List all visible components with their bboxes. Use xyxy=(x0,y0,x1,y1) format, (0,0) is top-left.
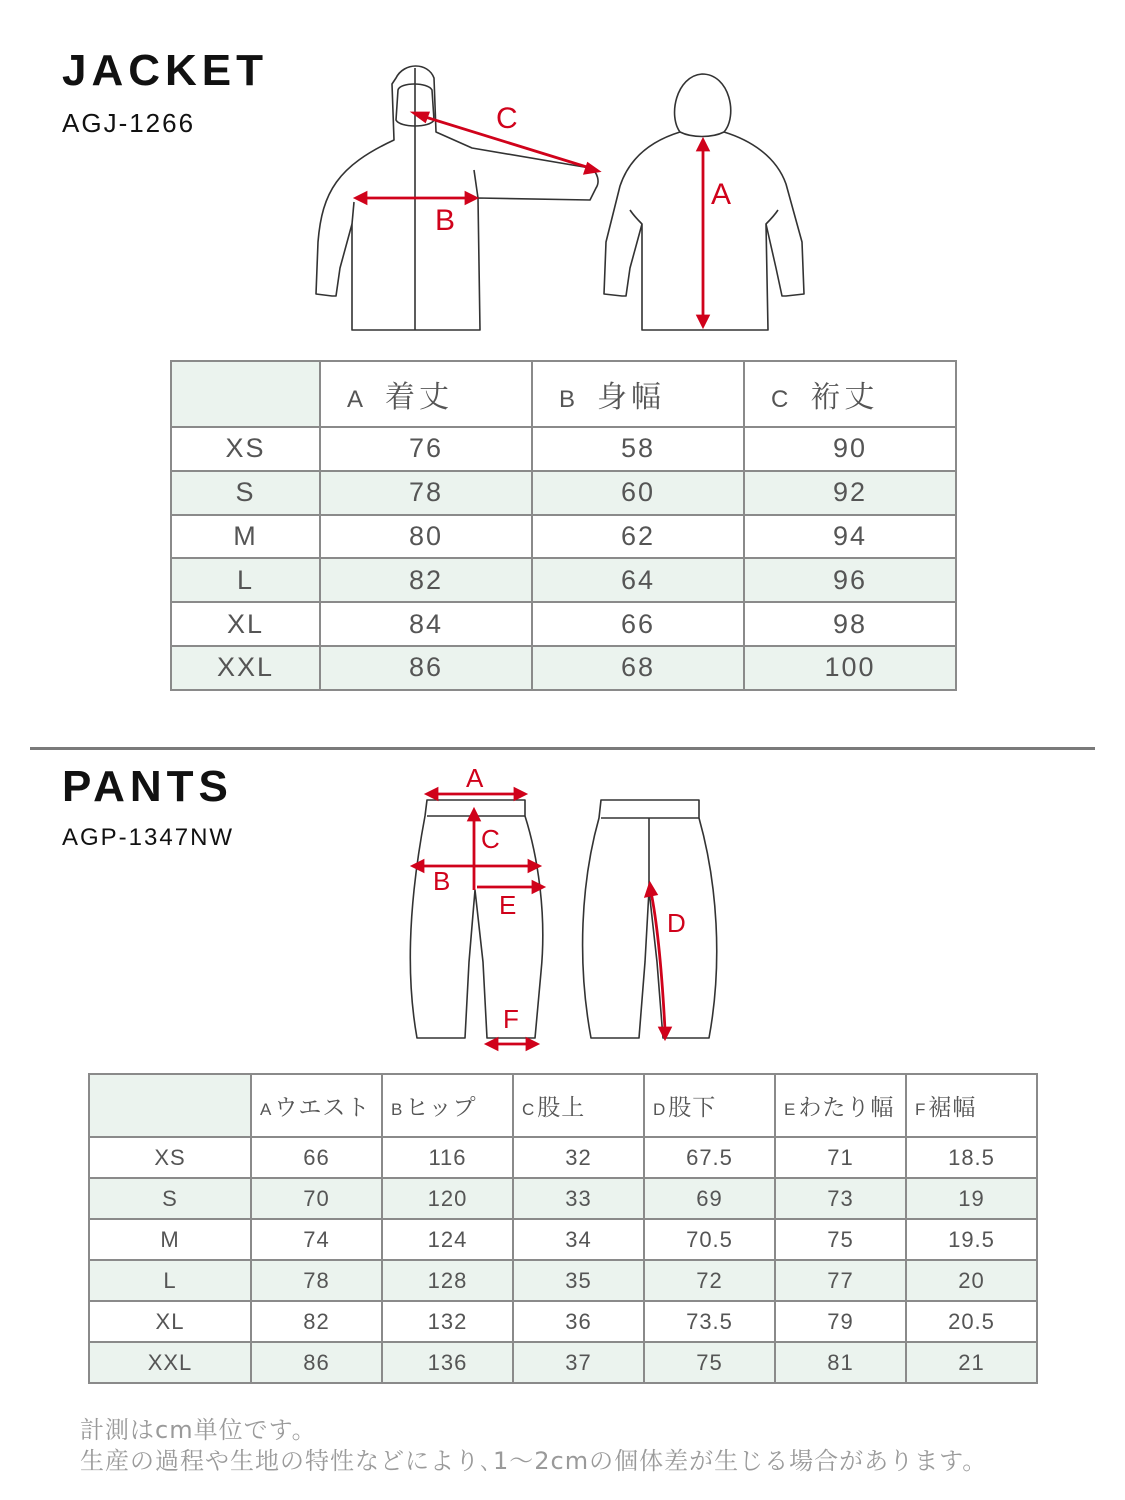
table-cell: 19.5 xyxy=(906,1219,1037,1260)
table-row xyxy=(89,1342,1037,1383)
table-cell: 32 xyxy=(513,1137,644,1178)
jacket-measurement-diagram xyxy=(300,60,820,340)
pants-size-table xyxy=(88,1073,1038,1384)
table-cell: 66 xyxy=(532,602,744,646)
measurement-unit-note: 計測はcm単位です。 xyxy=(80,1416,317,1444)
size-label: XS xyxy=(171,427,320,471)
jacket-header-c: C 裄丈 xyxy=(744,361,956,427)
table-row xyxy=(171,515,956,559)
size-label: S xyxy=(171,471,320,515)
table-row xyxy=(171,646,956,690)
size-label: M xyxy=(89,1219,251,1260)
jacket-label-c: C xyxy=(496,102,518,135)
table-cell: 35 xyxy=(513,1260,644,1301)
table-cell: 98 xyxy=(744,602,956,646)
table-cell: 82 xyxy=(251,1301,382,1342)
table-corner-cell xyxy=(171,361,320,427)
jacket-table-header-row xyxy=(171,361,956,427)
table-cell: 73.5 xyxy=(644,1301,775,1342)
table-row xyxy=(89,1219,1037,1260)
table-cell: 33 xyxy=(513,1178,644,1219)
table-cell: 116 xyxy=(382,1137,513,1178)
size-label: L xyxy=(89,1260,251,1301)
jacket-header-a: A 着丈 xyxy=(320,361,532,427)
pants-label-b: B xyxy=(433,866,451,896)
pants-header-d: D股下 xyxy=(644,1074,775,1137)
pants-table-header-row xyxy=(89,1074,1037,1137)
table-row xyxy=(171,471,956,515)
table-cell: 92 xyxy=(744,471,956,515)
pants-header-b: Bヒップ xyxy=(382,1074,513,1137)
size-label: S xyxy=(89,1178,251,1219)
table-cell: 67.5 xyxy=(644,1137,775,1178)
pants-header-a: Aウエスト xyxy=(251,1074,382,1137)
table-cell: 62 xyxy=(532,515,744,559)
table-cell: 128 xyxy=(382,1260,513,1301)
pants-section-title: PANTS xyxy=(62,762,233,811)
table-cell: 90 xyxy=(744,427,956,471)
pants-label-a: A xyxy=(466,763,484,793)
size-label: XXL xyxy=(89,1342,251,1383)
size-label: XS xyxy=(89,1137,251,1178)
table-row xyxy=(89,1137,1037,1178)
table-cell: 36 xyxy=(513,1301,644,1342)
table-cell: 79 xyxy=(775,1301,906,1342)
table-row xyxy=(89,1301,1037,1342)
table-cell: 76 xyxy=(320,427,532,471)
pants-front-outline xyxy=(410,800,543,1038)
jacket-label-b: B xyxy=(435,204,456,237)
table-cell: 86 xyxy=(320,646,532,690)
table-cell: 86 xyxy=(251,1342,382,1383)
table-cell: 69 xyxy=(644,1178,775,1219)
table-row xyxy=(89,1178,1037,1219)
table-cell: 72 xyxy=(644,1260,775,1301)
table-cell: 71 xyxy=(775,1137,906,1178)
jacket-header-b: B 身幅 xyxy=(532,361,744,427)
table-cell: 132 xyxy=(382,1301,513,1342)
table-cell: 124 xyxy=(382,1219,513,1260)
jacket-label-a: A xyxy=(711,178,732,211)
table-cell: 37 xyxy=(513,1342,644,1383)
table-cell: 94 xyxy=(744,515,956,559)
table-cell: 73 xyxy=(775,1178,906,1219)
table-corner-cell xyxy=(89,1074,251,1137)
table-cell: 70.5 xyxy=(644,1219,775,1260)
table-cell: 78 xyxy=(320,471,532,515)
table-cell: 77 xyxy=(775,1260,906,1301)
table-cell: 19 xyxy=(906,1178,1037,1219)
table-row xyxy=(171,558,956,602)
pants-label-c: C xyxy=(481,824,500,854)
table-cell: 96 xyxy=(744,558,956,602)
pants-header-f: F裾幅 xyxy=(906,1074,1037,1137)
table-cell: 18.5 xyxy=(906,1137,1037,1178)
size-label: XL xyxy=(171,602,320,646)
table-row xyxy=(171,602,956,646)
table-cell: 70 xyxy=(251,1178,382,1219)
table-cell: 20.5 xyxy=(906,1301,1037,1342)
table-cell: 82 xyxy=(320,558,532,602)
table-cell: 78 xyxy=(251,1260,382,1301)
table-cell: 84 xyxy=(320,602,532,646)
jacket-size-table xyxy=(170,360,957,691)
table-cell: 120 xyxy=(382,1178,513,1219)
pants-label-e: E xyxy=(499,890,517,920)
table-cell: 20 xyxy=(906,1260,1037,1301)
table-cell: 34 xyxy=(513,1219,644,1260)
variance-note: 生産の過程や生地の特性などにより､1～2cmの個体差が生じる場合があります。 xyxy=(80,1447,988,1475)
table-cell: 60 xyxy=(532,471,744,515)
table-cell: 74 xyxy=(251,1219,382,1260)
table-cell: 75 xyxy=(775,1219,906,1260)
pants-label-f: F xyxy=(503,1004,519,1034)
table-row xyxy=(171,427,956,471)
jacket-section-title: JACKET xyxy=(62,46,269,95)
pants-header-e: Eわたり幅 xyxy=(775,1074,906,1137)
size-label: XXL xyxy=(171,646,320,690)
table-row xyxy=(89,1260,1037,1301)
table-cell: 68 xyxy=(532,646,744,690)
table-cell: 81 xyxy=(775,1342,906,1383)
table-cell: 66 xyxy=(251,1137,382,1178)
table-cell: 100 xyxy=(744,646,956,690)
jacket-product-code: AGJ-1266 xyxy=(62,108,196,138)
pants-measurement-diagram xyxy=(395,762,735,1062)
table-cell: 136 xyxy=(382,1342,513,1383)
table-cell: 58 xyxy=(532,427,744,471)
section-divider xyxy=(30,747,1095,750)
table-cell: 75 xyxy=(644,1342,775,1383)
size-label: L xyxy=(171,558,320,602)
size-label: M xyxy=(171,515,320,559)
pants-header-c: C股上 xyxy=(513,1074,644,1137)
pants-product-code: AGP-1347NW xyxy=(62,824,235,851)
table-cell: 64 xyxy=(532,558,744,602)
table-cell: 21 xyxy=(906,1342,1037,1383)
pants-label-d: D xyxy=(667,908,686,938)
table-cell: 80 xyxy=(320,515,532,559)
size-label: XL xyxy=(89,1301,251,1342)
